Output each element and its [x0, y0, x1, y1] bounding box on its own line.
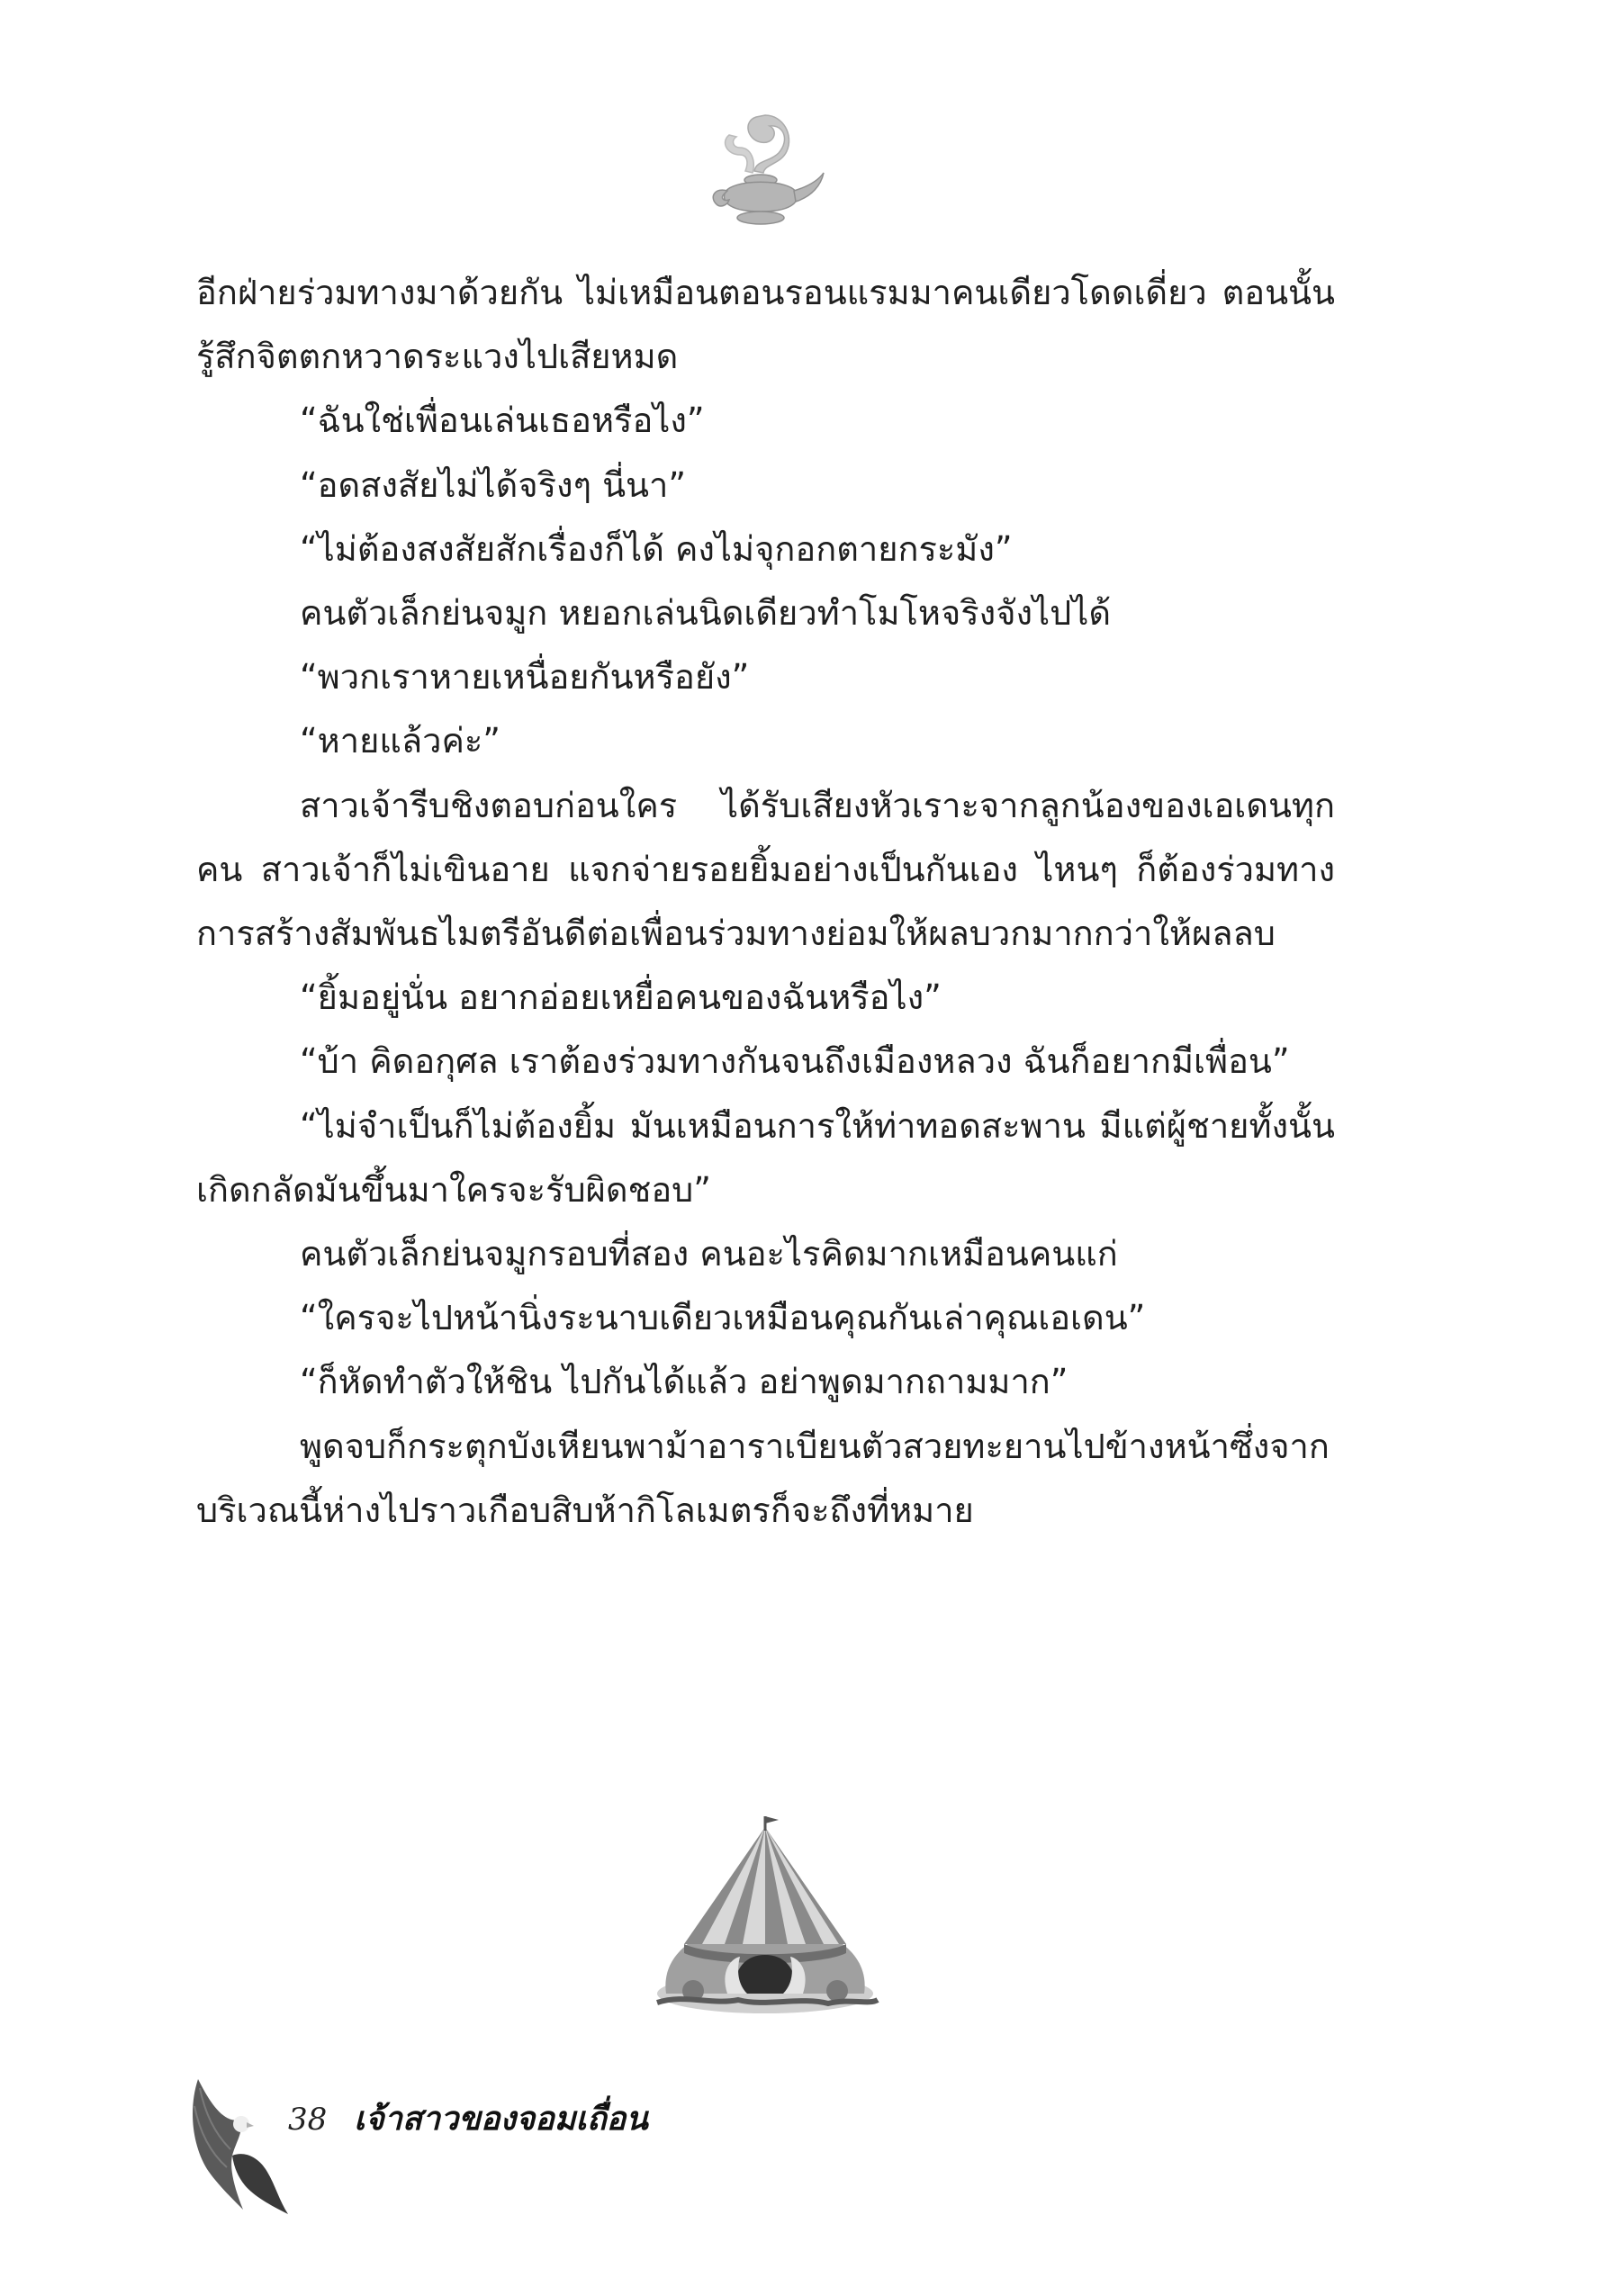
paragraph: “ฉันใช่เพื่อนเล่นเธอหรือไง” [300, 401, 705, 441]
paragraph: “บ้า คิดอกุศล เราต้องร่วมทางกันจนถึงเมืองหลวง ฉันก็อยากมีเพื่อน” [300, 1041, 1290, 1082]
paragraph: สาวเจ้ารีบชิงตอบก่อนใคร ได้รับเสียงหัวเราะจากลูกน้องของเอเดนทุกคน สาวเจ้าก็ไม่เขินอาย แจกจ่ายรอยยิ้มอย่างเป็นกันเอง ไหนๆ ก็ต้องร่วมทาง การสร้างสัมพันธไมตรีอันดีต่อเพื่อนร่วมทางย่อมให้ผลบวกมากกว่าให้ผลลบ [196, 785, 1335, 954]
book-title: เจ้าสาวของจอมเถื่อน [354, 2101, 648, 2138]
paragraph: “ก็หัดทำตัวให้ชิน ไปกันได้แล้ว อย่าพูดมากถามมาก” [300, 1362, 1068, 1402]
page-number: 38 [288, 2102, 328, 2138]
paragraph: “ไม่ต้องสงสัยสักเรื่องก็ได้ คงไม่จุกอกตายกระมัง” [300, 528, 1013, 569]
paragraph: “อดสงสัยไม่ได้จริงๆ นี่นา” [300, 464, 687, 505]
paragraph: “หายแล้วค่ะ” [300, 721, 500, 761]
eagle-icon [180, 2070, 297, 2223]
paragraph: พูดจบก็กระตุกบังเหียนพาม้าอาราเบียนตัวสวยทะยานไปข้างหน้าซึ่งจากบริเวณนี้ห่างไปราวเกือบสิบห้ากิโลเมตรก็จะถึงที่หมาย [196, 1426, 1330, 1530]
paragraph: คนตัวเล็กย่นจมูก หยอกเล่นนิดเดียวทำโมโหจริงจังไปได้ [300, 593, 1112, 634]
tent-icon [630, 1800, 900, 2025]
page-footer [288, 2093, 648, 2147]
paragraph: “ยิ้มอยู่นั่น อยากอ่อยเหยื่อคนของฉันหรือไง” [300, 977, 942, 1018]
paragraph: “พวกเราหายเหนื่อยกันหรือยัง” [300, 657, 750, 698]
paragraph: คนตัวเล็กย่นจมูกรอบที่สอง คนอะไรคิดมากเหมือนคนแก่ [300, 1234, 1118, 1274]
paragraph: อีกฝ่ายร่วมทางมาด้วยกัน ไม่เหมือนตอนรอนแรมมาคนเดียวโดดเดี่ยว ตอนนั้นรู้สึกจิตตกหวาดระแวงไปเสียหมด [196, 273, 1335, 377]
story-text [196, 261, 1335, 1543]
genie-lamp-icon [693, 108, 828, 234]
paragraph: “ใครจะไปหน้านิ่งระนาบเดียวเหมือนคุณกันเล่าคุณเอเดน” [300, 1298, 1146, 1338]
paragraph: “ไม่จำเป็นก็ไม่ต้องยิ้ม มันเหมือนการให้ท่าทอดสะพาน มีแต่ผู้ชายทั้งนั้น เกิดกลัดมันขึ้นมาใครจะรับผิดชอบ” [196, 1105, 1335, 1210]
